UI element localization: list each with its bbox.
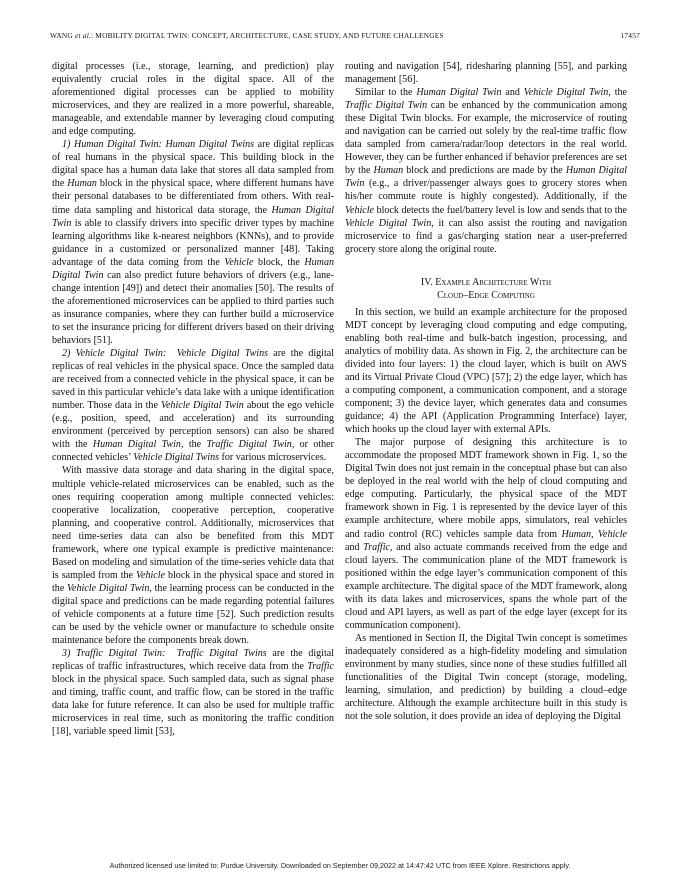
paragraph-vehicle-digital-twin: 2) Vehicle Digital Twin: Vehicle Digital Twins are the digital replicas of real vehicles in the physical space. Once the sampled data are received from a connected vehicle in the physical space, it can be saved in this particular vehicle’s data lake with a unique identification number. Those data in the Vehicle Digital Twin about the ego vehicle (e.g., position, speed, and acceleration) and its surrounding environment (perceived by perception sensors) can also be shared with the Human Digital Twin, the Traffic Digital Twin, or other connected vehicles’ Vehicle Digital Twins for various microservices. [52,348,334,464]
paragraph-human-digital-twin: 1) Human Digital Twin: Human Digital Twins are digital replicas of real humans in the physical space. This building block in the digital space has a human data lake that stores all data sampled from the Human block in the physical space, where different humans have their personal databases to be differentiated from others. With real-time data sampling and historical data storage, the Human Digital Twin is able to classify drivers into specific driver types by machine learning algorithms like k-nearest neighbors (KNNs), and to provide guidance in a customized or personalized manner [48]. Taking advantage of the data coming from the Vehicle block, the Human Digital Twin can also predict future behaviors of drivers (e.g., lane-change intention [49]) and detect their anomalies [50]. The results of the aforementioned microservices can be applied to third parties such as insurance companies, where they can further build a microservice to set the insurance pricing for different drivers based on their driving behaviors [51]. [52,139,335,346]
running-header [50,31,640,43]
paragraph: The major purpose of designing this architecture is to accommodate the proposed MDT framework shown in Fig. 1, so the Digital Twin does not just remain in the conceptual phase but can also be deployed in the real world with the help of cloud computing and edge computing. Particularly, the physical space of the MDT framework shown in Fig. 1 is represented by the device layer of this example architecture, where mobile apps, simulators, real vehicles and radio control (RC) vehicles sample data from Human, Vehicle and Traffic, and also actuate commands received from the edge and cloud layers. The communication plane of the MDT framework is positioned within the edge layer’s communication component of this example architecture. The digital space of the MDT framework, along with its data lakes and microservices, spans the whole part of the cloud and API layers, as well as part of the edge layer (except for its communication component). [345,437,627,631]
paragraph: In this section, we build an example architecture for the proposed MDT concept by leveraging cloud computing and edge computing, enabling both real-time and bulk-batch ingestion, processing, and analytics of mobility data. As shown in Fig. 2, the architecture can be divided into four layers: 1) the cloud layer, which is built on AWS and its Virtual Private Cloud (VPC) [57]; 2) the edge layer, which has a computing component, a communication component, and a storage component; 3) the device layer, which generates data and consumes guidance; 4) the API (Application Programming Interface) layer, which hooks up the cloud layer with external APIs. [345,306,627,436]
section-heading: IV. Example Architecture With Cloud–Edge Computing [420,276,552,301]
paragraph: routing and navigation [54], ridesharing planning [55], and parking management [56]. [345,61,627,86]
page-number: 17457 [620,31,640,40]
header-title: WANG et al.: MOBILITY DIGITAL TWIN: CONCEPT, ARCHITECTURE, CASE STUDY, AND FUTURE CHALLENGES [50,31,444,40]
paragraph: Similar to the Human Digital Twin and Vehicle Digital Twin, the Traffic Digital Twin can be enhanced by the communication among these Digital Twin blocks. For example, the microservice of routing and navigation can be carried out solely by the real-time traffic flow data sampled from camera/radar/loop detectors in the real world. However, they can be further enhanced if behavior preferences are set by the Human block and predictions are made by the Human Digital Twin (e.g., a driver/passenger always goes to grocery stores when his/her commute route is highly congested). Additionally, if the Vehicle block detects the fuel/battery level is low and sends that to the Vehicle Digital Twin, it can also assist the routing and navigation microservice to find a gas/charging station near a user-preferred grocery store along the original route. [345,87,628,255]
right-column [345,60,627,723]
left-column [52,60,334,738]
paragraph: As mentioned in Section II, the Digital Twin concept is sometimes inadequately considered as a high-fidelity modeling and simulation environment by many studies, since none of these studies fulfilled all functionalities of the Digital Twin concept (storage, modeling, learning, simulation, and prediction) by building a cloud–edge architecture. Although the example architecture built in this study is not the sole solution, it does provide an idea of deploying the Digital [345,632,627,723]
paragraph-traffic-digital-twin: 3) Traffic Digital Twin: Traffic Digital Twins are the digital replicas of traffic infrastructures, which receive data from the Traffic block in the physical space. Such sampled data, such as signal phase and timing, traffic count, and traffic flow, can be stored in the traffic data lake for future reference. It can also be used for multiple traffic microservices in real time, such as monitoring the traffic condition [18], variable speed limit [53], [52,648,334,738]
license-footer: Authorized licensed use limited to: Purdue University. Downloaded on September 09,2022 at 14:47:42 UTC from IEEE Xplore. Restrictions apply. [109,861,571,870]
paragraph: With massive data storage and data sharing in the digital space, multiple vehicle-related microservices can be enabled, such as the ones requiring cooperation among multiple connected vehicles: cooperative localization, cooperative perception, cooperative planning, and cooperative control. Additionally, microservices that need time-series data can also be benefited from this MDT framework, where one typical example is predictive maintenance: Based on modeling and simulation of the time-series vehicle data that is sampled from the Vehicle block in the physical space and stored in the Vehicle Digital Twin, the learning process can be conducted in the digital space and predictions can be made regarding potential failures of vehicle components at a future time [52]. Such prediction results can be used by the vehicle owner or manufacture to schedule onsite maintenance before the components break down. [52,465,335,647]
paragraph: digital processes (i.e., storage, learning, and prediction) play equivalently crucial roles in the digital space. All of the aforementioned digital processes can be applied to mobility microservices, and they are realized in a more powerful, shareable, manageable, and extendable manner by leveraging cloud computing and edge computing. [52,61,334,138]
